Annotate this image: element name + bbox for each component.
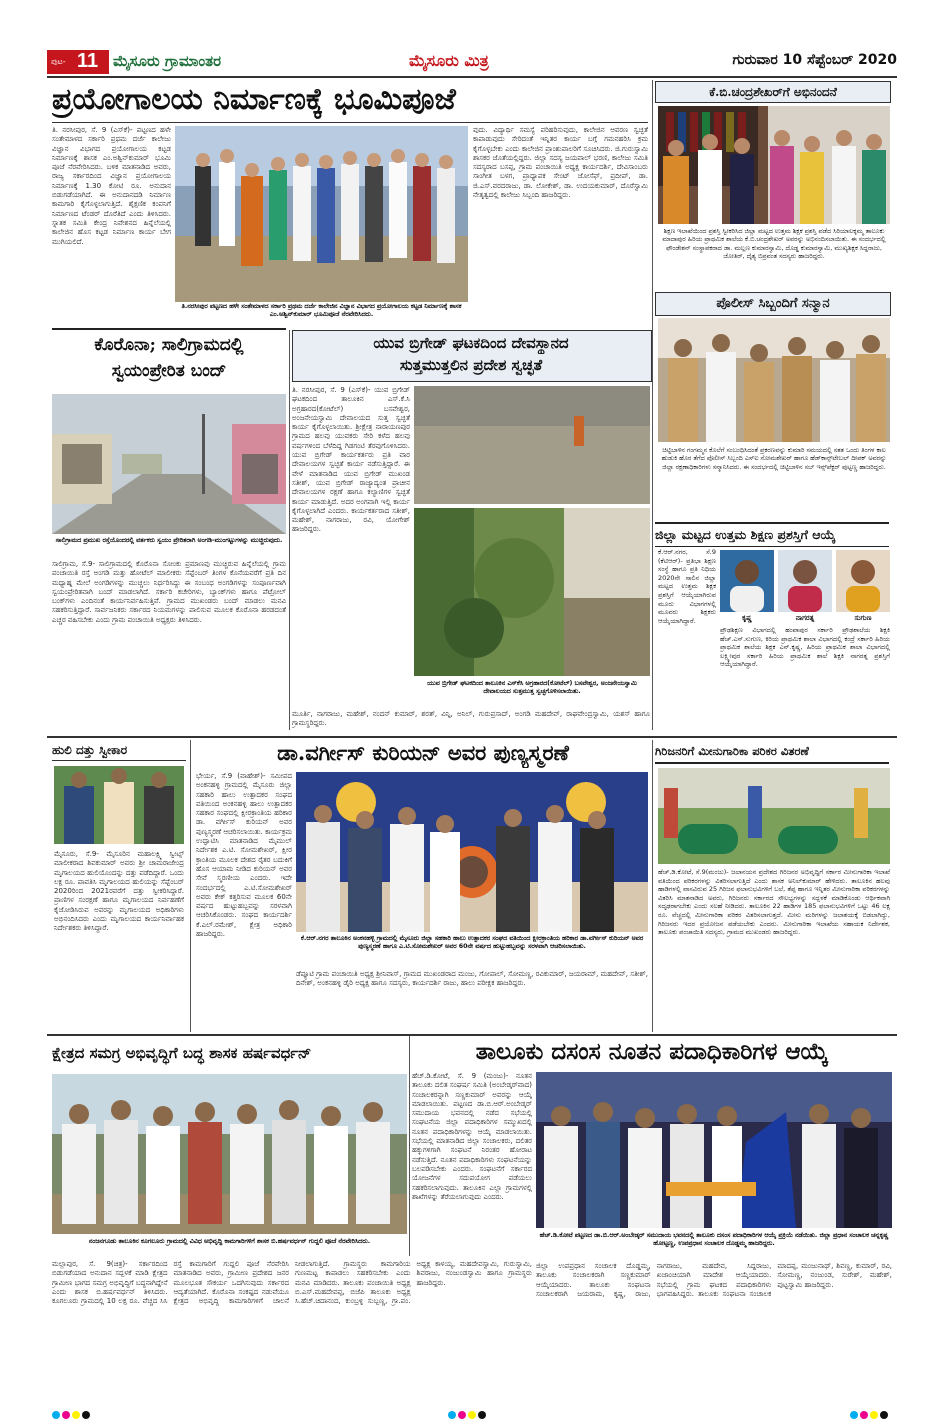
page-number: 11 (77, 50, 99, 72)
main-photo-caption: ತಿ.ನರಸೀಪುರ ಪಟ್ಟಣದ ಹಳೇ ಸಂತೇಮಾಳದ ಸರ್ಕಾರಿ ಪ್ರಥಮ ದರ್ಜೆ ಕಾಲೇಜಿನ ವಿಜ್ಞಾನ ವಿಭಾಗದ ಪ್ರಯೋಗಾಲಯ ಕಟ್ಟಡ ನಿರ್ಮಾಣಕ್ಕೆ ಶಾಸಕ ಎಂ.ಅಶ್ವಿನ್‌ಕುಮಾರ್ ಭೂಮಿಪೂಜೆ ನೆರವೇರಿಸಿದರು. (181, 303, 462, 319)
cleaned-area-photo (414, 386, 650, 504)
empty-street-photo (52, 394, 286, 534)
corona-photo (52, 394, 286, 534)
teacher-photo-3 (836, 550, 890, 612)
kurien-headline: ಡಾ.ವರ್ಗೀಸ್ ಕುರಿಯನ್ ಅವರ ಪುಣ್ಯಸ್ಮರಣೆ (277, 740, 569, 765)
corona-body: ಸಾಲಿಗ್ರಾಮ, ಸೆ.9- ಸಾಲಿಗ್ರಾಮದಲ್ಲಿ ಕೊರೊನಾ ಸೋಂಕು ಪ್ರಮಾಣವು ಮುಚ್ಚಿರುವ ಹಿನ್ನೆಲೆಯಲ್ಲಿ ಗ್ರಾಮ ಪಂಚಾಯಿತಿ ರಸ್ತೆ ಅಂಗಡಿ ಮತ್ತು ಹೋಟೆಲ್ ಮಾಲೀಕರು ಸೆಪ್ಟೆಂಬರ್ ತಿಂಗಳ ಕೊನೆಯವರೆಗೆ ಪ್ರತಿ ದಿನ ಮಧ್ಯಾಹ್ನ ಮೇಲೆ ಅಂಗಡಿಗಳನ್ನು ಮುಚ್ಚಲು ನಿರ್ಧರಿಸಿದ್ದು ಈ ಸಂಬಂಧ ಅಂಗಡಿಗಳನ್ನು ಸಂಪೂರ್ಣವಾಗಿ ಸ್ವಯಂಪ್ರೇರಿತವಾಗಿ ಬಂದ್ ಮಾಡಲಾಗಿದೆ. ಸರ್ಕಾರಿ ಕಚೇರಿಗಳು, ಬ್ಯಾಂಕ್‌ಗಳು ಹಾಗೂ ಪೆಟ್ರೋಲ್ ಬಂಕ್‌ಗಳು ಎಂದಿನಂತೆ ಕಾರ್ಯನಿರ್ವಹಿಸುತ್ತಿವೆ. ಗ್ರಾಮದ ಮುಖಂಡರು ಬಂದ್ ಮಾಡಲು ಮನವಿ ಸಹಕರಿಸುತ್ತಿದ್ದಾರೆ. ಸಾರ್ವಜನಿಕರು ಸರ್ಕಾರದ ನಿಯಮಗಳನ್ನು ಪಾಲಿಸುವ ಮೂಲಕ ಕೊರೊನಾ ಹರಡದಂತೆ ಎಚ್ಚರ ವಹಿಸಬೇಕು ಎಂದು ಗ್ರಾಮ ಪಂಚಾಯಿತಿ ಅಧ್ಯಕ್ಷರು ತಿಳಿಸಿದರು. (52, 560, 286, 624)
masthead-rule (47, 76, 897, 78)
yuva-caption: ಯುವ ಬ್ರಿಗೇಡ್ ಘಟಕದಿಂದ ತಾಲೂಕಿನ ಎಸ್‌ಕೆಸಿ ಅಗ್ರಹಾರದ(ಕೋಟೆಲ್) ಬಸವೇಶ್ವರ, ಅಂಜನೇಯಸ್ವಾಮಿ ದೇವಾಲಯದ ಸುತ್ತಮುತ್ತ ಸ್ವಚ್ಛಗೊಳಿಸಲಾಯಿತು. (427, 680, 637, 696)
teacher-portrait-icon (778, 550, 832, 612)
dasamsa-body: ಜಿಲ್ಲಾ ಉಪಪ್ರಧಾನ ಸಂಚಾಲಕ ದೊಡ್ಡಮ್ಮ, ತಾಲೂಕು ಸಂಚಾಲಕರಾಗಿ ಸಣ್ಣಕುಮಾರ್ ಆಯ್ಕೆಯಾದರು. ತಾಲೂಕು ಸಂಘಟನಾ ಸಂಚಾಲಕರಾಗಿ ಜಯರಾಮ, ಕೃಷ್ಣ, ರಾಜು, ನಾಗರಾಜು, ಮಹದೇವ, ಸಿದ್ದರಾಜು, ಖಜಾಂಚಿಯಾಗಿ ಮಾದೇಶ ಆಯ್ಕೆಯಾದರು. ಸಭೆಯಲ್ಲಿ ಗ್ರಾಮ ಘಟಕದ ಪದಾಧಿಕಾರಿಗಳು ಭಾಗವಹಿಸಿದ್ದರು. ತಾಲೂಕು ಸಂಘಟನಾ ಸಂಚಾಲಕ ಮಾದಪ್ಪ, ಮಂಜುನಾಥ್, ಶಿವಣ್ಣ, ಕುಮಾರ್, ರವಿ, ಸೋಮಣ್ಣ, ನಂಜುಂಡ, ಸುರೇಶ್, ಮಹೇಶ್, ಪುಟ್ಟಸ್ವಾಮಿ ಹಾಜರಿದ್ದರು. (536, 1262, 892, 1298)
magenta-dot-icon (62, 1411, 70, 1419)
col-sep-2 (652, 80, 653, 730)
teachers-headline: ಜಿಲ್ಲಾ ಮಟ್ಟದ ಉತ್ತಮ ಶಿಕ್ಷಣ ಪ್ರಶಸ್ತಿಗೆ ಆಯ್ಕೆ (655, 522, 889, 547)
police-headline: ಪೊಲೀಸ್ ಸಿಬ್ಬಂದಿಗೆ ಸನ್ಮಾನ (655, 292, 891, 316)
yuva-photo-1 (414, 386, 650, 504)
dasamsa-headline: ತಾಲೂಕು ದಸಂಸ ನೂತನ ಪದಾಧಿಕಾರಿಗಳ ಆಯ್ಕೆ (475, 1038, 829, 1065)
registration-marks-right (850, 1404, 890, 1423)
tiger-adoption-photo (54, 766, 184, 844)
foundation-stone-photo (52, 1074, 407, 1234)
kurien-foot: ಡೆಪ್ಯೂಟಿ ಗ್ರಾಮ ಪಂಚಾಯಿತಿ ಅಧ್ಯಕ್ಷ ಶ್ರೀನಿವಾಸ್, ಗ್ರಾಮದ ಮುಖಂಡರಾದ ಮಂಜು, ಗೋಪಾಲ್, ಸೋಮಣ್ಣ, ರವಿಕುಮಾರ್, ಜಯರಾಮ್, ಮಹದೇವ್, ಸತೀಶ್, ದಿನೇಶ್, ಅಂಕನಹಳ್ಳಿ ಡೈರಿ ಅಧ್ಯಕ್ಷ ಹಾಗೂ ಸದಸ್ಯರು, ಕಾರ್ಯದರ್ಶಿ ರಾಜು, ಹಾಲು ಪರೀಕ್ಷಕ ಹಾಜರಿದ್ದರು. (296, 970, 648, 988)
yuva-body: ತಿ. ನರಸೀಪುರ, ಸೆ. 9 (ಎಸ್‌ಕೆ)- ಯುವ ಬ್ರಿಗೇಡ್ ಘಟಕದಿಂದ ತಾಲೂಕಿನ ಎಸ್‌.ಕೆ.ಸಿ ಅಗ್ರಹಾರದ(ಕೋಟೆಲ್) ಬಸವೇಶ್ವರ, ಅಂಜನೇಯಸ್ವಾಮಿ ದೇವಾಲಯದ ಸುತ್ತ ಸ್ವಚ್ಛತೆ ಕಾರ್ಯ ಕೈಗೊಳ್ಳಲಾಯಿತು. ಶ್ರೀಕ್ಷೇತ್ರ ನಾರಾಯಣಪುರ ಗ್ರಾಮದ ಹಲವು ಯುವಕರು ಸೇರಿ ಕಳೆದ ಹಲವು ವರ್ಷಗಳಿಂದ ಬೆಳೆದಿದ್ದ ಗಿಡಗಂಟಿ ತೆರವುಗೊಳಿಸಿದರು. ಯುವ ಬ್ರಿಗೇಡ್ ಕಾರ್ಯಕರ್ತರು ಪ್ರತಿ ವಾರ ದೇವಾಲಯಗಳ ಸ್ವಚ್ಛತೆ ಕಾರ್ಯ ನಡೆಸುತ್ತಿದ್ದಾರೆ. ಈ ವೇಳೆ ಮಾತನಾಡಿದ ಯುವ ಬ್ರಿಗೇಡ್ ಮುಖಂಡ ಸತೀಶ್, ಯುವ ಬ್ರಿಗೇಡ್ ರಾಜ್ಯಾದ್ಯಂತ ಪ್ರಾಚೀನ ದೇವಾಲಯಗಳ ರಕ್ಷಣೆ ಹಾಗೂ ಕಲ್ಯಾಣಿಗಳ ಸ್ವಚ್ಛತೆ ಕಾರ್ಯ ಮಾಡುತ್ತಿದೆ. ಅದರ ಅಂಗವಾಗಿ ಇಲ್ಲಿ ಕಾರ್ಯ ಕೈಗೊಳ್ಳಲಾಗಿದೆ ಎಂದರು. ಕಾರ್ಯಕರ್ತರಾದ ಸತೀಶ್, ಮಹೇಶ್, ನಾಗರಾಜು, ರವಿ, ಯೋಗೇಶ್ ಹಾಜರಿದ್ದರು. (292, 386, 410, 534)
felicitation-photo (658, 106, 890, 224)
main-rule (52, 122, 648, 123)
registration-marks-left (52, 1404, 92, 1423)
cyan-dot-icon (52, 1411, 60, 1419)
dasamsa-intro: ಹೆಚ್.ಡಿ.ಕೋಟೆ, ಸೆ. 9 (ಮಂಜು)- ನೂತನ ತಾಲೂಕು ದಲಿತ ಸಂಘರ್ಷ ಸಮಿತಿ (ಅಂಬೇಡ್ಕರ್‌ವಾದ) ಸಂಚಾಲಕರನ್ನಾಗಿ ಸಣ್ಣಕುಮಾರ್ ಅವರನ್ನು ಆಯ್ಕೆ ಮಾಡಲಾಯಿತು. ಪಟ್ಟಣದ ಡಾ.ಬಿ.ಆರ್.ಅಂಬೇಡ್ಕರ್ ಸಮುದಾಯ ಭವನದಲ್ಲಿ ನಡೆದ ಸಭೆಯಲ್ಲಿ ಸಂಘಟನೆಯ ಜಿಲ್ಲಾ ಪದಾಧಿಕಾರಿಗಳ ಸಮ್ಮುಖದಲ್ಲಿ ನೂತನ ಪದಾಧಿಕಾರಿಗಳನ್ನು ಆಯ್ಕೆ ಮಾಡಲಾಯಿತು. ಸಭೆಯಲ್ಲಿ ಮಾತನಾಡಿದ ಜಿಲ್ಲಾ ಸಂಚಾಲಕರು, ದಲಿತರ ಹಕ್ಕುಗಳಿಗಾಗಿ ಸಂಘಟನೆ ನಿರಂತರ ಹೋರಾಟ ನಡೆಸುತ್ತಿದೆ. ನೂತನ ಪದಾಧಿಕಾರಿಗಳು ಸಂಘಟನೆಯನ್ನು ಬಲಪಡಿಸಬೇಕು ಎಂದರು. ಸಂಘಟನೆಗೆ ಸರ್ಕಾರದ ಯೋಜನೆಗಳ ಸದುಪಯೋಗ ಪಡೆಯಲು ಸಹಕರಿಸಲಾಗುವುದು. ತಾಲೂಕಿನ ಎಲ್ಲಾ ಗ್ರಾಮಗಳಲ್ಲಿ ಶಾಖೆಗಳನ್ನು ತೆರೆಯಲಾಗುವುದು ಎಂದರು. (412, 1072, 532, 1201)
yuva-photo-2 (414, 508, 650, 676)
fishing-kit-photo (658, 768, 890, 864)
page-number-badge (47, 50, 109, 74)
black-dot-icon (478, 1411, 486, 1419)
girijan-photo (658, 768, 890, 864)
teacher-portrait-icon (836, 550, 890, 612)
cyan-dot-icon (850, 1411, 858, 1419)
chandrashekar-caption: ಶಿಕ್ಷಣ ಇಲಾಖೆಯಿಂದ ಪ್ರಶಸ್ತಿ ಸ್ವೀಕರಿಸಿದ ಜಿಲ್ಲಾ ಮಟ್ಟದ ಉತ್ತಮ ಶಿಕ್ಷಕ ಪ್ರಶಸ್ತಿ ಪಡೆದ ಸಿರಿಯಾಲಕ್ಕಮ್ಮ ತಾಲೂಕು ಮಾದಾಪುರ ಹಿರಿಯ ಪ್ರಾಥಮಿಕ ಶಾಲೆಯ ಕೆ.ಬಿ.ಚಂದ್ರಶೇಖರ್ ಅವರನ್ನು ಅಭಿನಂದಿಸಲಾಯಿತು. ಈ ಸಂದರ್ಭದಲ್ಲಿ ಫೌಂಡೇಶನ್ ಸಂಸ್ಥಾಪಕರಾದ ಡಾ. ಮಲ್ಲಣ ಕುಮಾರಸ್ವಾಮಿ, ದೊಡ್ಡ ಕುಮಾರಸ್ವಾಮಿ, ಮುಖ್ಯಶಿಕ್ಷಕ ಸಿದ್ದರಾಜು, ಜೋತಿರ್, ದೈತ್ಯ ಬಿಪ್ರವಂತ ಸದಸ್ಯರು ಹಾಜರಿದ್ದರು. (662, 227, 886, 260)
teacher-name-1: ಕೃಷ್ಣ (742, 614, 752, 622)
black-dot-icon (82, 1411, 90, 1419)
page-prefix: ಪುಟ- (51, 57, 66, 66)
main-headline: ಪ್ರಯೋಗಾಲಯ ನಿರ್ಮಾಣಕ್ಕೆ ಭೂಮಿಪೂಜೆ (52, 82, 456, 117)
dasamsa-meeting-photo (536, 1072, 892, 1228)
registration-marks-center (448, 1404, 488, 1423)
dasamsa-caption: ಹೆಚ್.ಡಿ.ಕೋಟೆ ಪಟ್ಟಣದ ಡಾ.ಬಿ.ಆರ್.ಅಂಬೇಡ್ಕರ್ ಸಮುದಾಯ ಭವನದಲ್ಲಿ ತಾಲೂಕು ದಸಂಸ ಪದಾಧಿಕಾರಿಗಳ ಆಯ್ಕೆ ಪ್ರಕ್ರಿಯೆ ನಡೆಯಿತು. ಜಿಲ್ಲಾ ಪ್ರಧಾನ ಸಂಚಾಲಕ ಚನ್ನಕೃಷ್ಣ ಹೋಟ್ಟಣ್ಣ, ಉಪಪ್ರಧಾನ ಸಂಚಾಲಕ ದೊಡ್ಡಮ್ಮ ಹಾಜರಿದ್ದರು. (539, 1232, 889, 1248)
kurien-col1: ಭೇರ್ಯ, ಸೆ.9 (ವಾಹೇಶ್)- ಸಮೀಪದ ಅಂಕನಹಳ್ಳಿ ಗ್ರಾಮದಲ್ಲಿ ಮೈಸೂರು ಜಿಲ್ಲಾ ಸಹಕಾರಿ ಹಾಲು ಉತ್ಪಾದಕರ ಸಂಘದ ವತಿಯಿಂದ ಅಂಕನಹಳ್ಳಿ ಹಾಲು ಉತ್ಪಾದಕರ ಸಹಕಾರ ಸಂಘದಲ್ಲಿ ಕ್ಷೀರಕ್ರಾಂತಿಯ ಹರಿಕಾರ ಡಾ. ವರ್ಗೀಸ್ ಕುರಿಯನ್ ಅವರ ಪುಣ್ಯಸ್ಮರಣೆ ಆಚರಿಸಲಾಯಿತು. ಕಾರ್ಯಕ್ರಮ ಉದ್ಘಾಟಿಸಿ ಮಾತನಾಡಿದ ಮೈಮುಲ್ ನಿರ್ದೇಶಕ ಎ.ಟಿ. ಸೋಮಶೇಖರ್, ಕ್ಷೀರ ಕ್ರಾಂತಿಯ ಮೂಲಕ ದೇಶದ ರೈತರ ಬದುಕಿಗೆ ಹೊಸ ಆಯಾಮ ನೀಡಿದ ಕುರಿಯನ್ ಅವರ ಸೇವೆ ಸ್ಮರಣೀಯ ಎಂದರು. ಇದೇ ಸಂದರ್ಭದಲ್ಲಿ ಎ.ಟಿ.ಸೋಮಶೇಖರ್ ಅವರು ಕೇಕ್ ಕತ್ತರಿಸುವ ಮೂಲಕ 60ನೇ ವರ್ಷದ ಹುಟ್ಟುಹಬ್ಬವನ್ನು ಸರಳವಾಗಿ ಆಚರಿಸಿಕೊಂಡರು. ಸಂಘದ ಕಾರ್ಯದರ್ಶಿ ಕೆ.ಎಲ್.ರಮೇಶ್, ಕ್ಷೇತ್ರ ಅಧಿಕಾರಿ ಹಾಜರಿದ್ದರು. (196, 772, 292, 939)
section-title: ಮೈಸೂರು ಗ್ರಾಮಾಂತರ (113, 52, 222, 70)
date: ಗುರುವಾರ 10 ಸೆಪ್ಟೆಂಬರ್ 2020 (732, 52, 897, 68)
corona-topbar (52, 328, 286, 330)
col-sep-1 (289, 330, 290, 730)
teachers-intro: ಕೆ.ಆರ್.ನಗರ, ಸೆ.9 (ಕೆಟಿಆರ್)- ಪ್ರತಿಭಾ ಶಿಕ್ಷಣ ಸಂಸ್ಥೆ ಹಾಗೂ ಪ್ರತಿ ನಿಧಿಯ 2020ನೇ ಸಾಲಿನ ಜಿಲ್ಲಾ ಮಟ್ಟದ ಉತ್ತಮ ಶಿಕ್ಷಕ ಪ್ರಶಸ್ತಿಗೆ ಆಯ್ಕೆಯಾಗಿರುವ ಮೂರು ವಿಭಾಗಗಳಲ್ಲಿ ಮೂವರು ಶಿಕ್ಷಕರು ಆಯ್ಕೆಯಾಗಿದ್ದಾರೆ. (658, 548, 716, 625)
kshetra-headline: ಕ್ಷೇತ್ರದ ಸಮಗ್ರ ಅಭಿವೃದ್ಧಿಗೆ ಬದ್ಧ ಶಾಸಕ ಹರ್ಷವರ್ಧನ್ (52, 1044, 312, 1062)
col-sep-4 (652, 740, 653, 1032)
main-col2: ವುದು. ವಿದ್ಯಾರ್ಥಿ ಸಮಸ್ಯೆ ಪರಿಹರಿಸುವುದು, ಕಾಲೇಜಿನ ಆವರಣ ಸ್ವಚ್ಛತೆ ಕಾಪಾಡುವುದು ಸೇರಿದಂತೆ ಇನ್ನಿತರ ಕಾರ್ಯ ಬಗ್ಗೆ ಗಮನಹರಿಸಿ ಕ್ರಮ ಕೈಗೊಳ್ಳಬೇಕು ಎಂದು ಕಾಲೇಜಿನ ಪ್ರಾಂಶುಪಾಲರಿಗೆ ಸೂಚಿಸಿದರು. ಜಿ.ಗುರುಸ್ವಾಮಿ ಶಾಸಕರ ಜೊತೆಯಲ್ಲಿದ್ದರು. ಜಿಲ್ಲಾ ಸದಸ್ಯ ಜಯಪಾಲ್ ಭರಣಿ, ಕಾಲೇಜು ಸಮಿತಿ ಸದಸ್ಯರಾದ ಬಸಪ್ಪ, ಗ್ರಾಮ ಪಂಚಾಯಿತಿ ಅಧ್ಯಕ್ಷ ಕಾರ್ಯದರ್ಶಿ, ದೇವಿಸಾಂಬರು ಸಾಂಗೀತ ಬಳಗ, ಪ್ರಾಧ್ಯಾಪಕ ಸೇಂಟ್ ಜೋಸೆಫ್, ಪ್ರದೀಪ್, ಡಾ. ಜಿ.ಎಸ್.ವರದರಾಜು, ಡಾ. ಲೋಕೇಶ್, ಡಾ. ಉದಯಕುಮಾರ್, ದೊರೆಸ್ವಾಮಿ ನೇತೃತ್ವದಲ್ಲಿ ಕಾಲೇಜು ಸಿಬ್ಬಂದಿ ಹಾಜರಿದ್ದರು. (473, 126, 648, 200)
yuva-foot: ಮೂರ್ತಿ, ನಾಗರಾಜು, ಮಹೇಶ್, ನಂದನ್ ಕುಮಾರ್, ಶರತ್, ವಿನ್ನಿ, ಅನಿಲ್, ಗುರುಪ್ರಸಾದ್, ಅಂಗಡಿ ಮಹದೇವ್, ರಾಘವೇಂದ್ರಸ್ವಾಮಿ, ಯಶಸ್ ಹಾಗೂ ಗ್ರಾಮಸ್ಥರಿದ್ದರು. (292, 710, 650, 728)
corona-headline-1: ಕೊರೊನಾ; ಸಾಲಿಗ್ರಾಮದಲ್ಲಿ (94, 335, 244, 355)
kurien-photo (296, 772, 648, 932)
cyan-dot-icon (448, 1411, 456, 1419)
kurien-caption: ಕೆ.ಆರ್.ನಗರ ತಾಲೂಕಿನ ಅಂಕನಹಳ್ಳಿ ಗ್ರಾಮದಲ್ಲಿ ಮೈಸೂರು ಜಿಲ್ಲಾ ಸಹಕಾರಿ ಹಾಲು ಉತ್ಪಾದಕರ ಸಂಘದ ವತಿಯಿಂದ ಕ್ಷೀರಕ್ರಾಂತಿಯ ಹರಿಕಾರ ಡಾ.ವರ್ಗೀಸ್ ಕುರಿಯನ್ ಅವರ ಪುಣ್ಯಸ್ಮರಣೆ ಹಾಗೂ ಎ.ಟಿ.ಸೋಮಶೇಖರ್ ಅವರ 60ನೇ ವರ್ಷದ ಹುಟ್ಟುಹಬ್ಬವನ್ನು ಸರಳವಾಗಿ ಆಚರಿಸಲಾಯಿತು. (300, 935, 644, 951)
teacher-photo-2 (778, 550, 832, 612)
main-photo (175, 126, 468, 302)
huli-headline: ಹುಲಿ ದತ್ತು ಸ್ವೀಕಾರ (52, 740, 186, 761)
teacher-name-2: ನಾಗರತ್ನ (795, 614, 815, 622)
col-sep-5 (409, 1036, 410, 1256)
yellow-dot-icon (72, 1411, 80, 1419)
groundbreaking-photo (175, 126, 468, 302)
overgrown-area-photo (414, 508, 650, 676)
col-sep-3 (190, 740, 191, 1032)
chandrashekar-headline: ಕೆ.ಬಿ.ಚಂದ್ರಶೇಖರ್‌ಗೆ ಅಭಿನಂದನೆ (655, 81, 891, 103)
kshetra-photo (52, 1074, 407, 1234)
yuva-headline-1: ಯುವ ಬ್ರಿಗೇಡ್ ಘಟಕದಿಂದ ದೇವಸ್ಥಾನದ (373, 334, 569, 352)
girijan-body: ಹೆಚ್.ಡಿ.ಕೋಟೆ, ಸೆ.9(ಮಂಜು)- ಜಲಾನಯನ ಪ್ರದೇಶದ ಗಿರಿಜನರ ಅಭಿವೃದ್ಧಿಗೆ ಸರ್ಕಾರ ಮೀನುಗಾರಿಕಾ ಇಲಾಖೆ ವತಿಯಿಂದ ಪರಿಕರಗಳನ್ನು ವಿತರಿಸಲಾಗುತ್ತಿದೆ ಎಂದು ಶಾಸಕ ಅನಿಲ್‌ಕುಮಾರ್ ಹೇಳಿದರು. ತಾಲೂಕಿನ ಹಲವು ಹಾಡಿಗಳಲ್ಲಿ ವಾಸವಿರುವ 25 ಗಿರಿಜನ ಫಲಾನುಭವಿಗಳಿಗೆ ಬಲೆ, ತೆಪ್ಪ ಹಾಗೂ ಇನ್ನಿತರ ಮೀನುಗಾರಿಕಾ ಪರಿಕರಗಳನ್ನು ವಿತರಿಸಿ ಮಾತನಾಡಿದ ಅವರು, ಗಿರಿಜನರು ಸರ್ಕಾರದ ಸೌಲಭ್ಯಗಳನ್ನು ಸದ್ಬಳಕೆ ಮಾಡಿಕೊಂಡು ಆರ್ಥಿಕವಾಗಿ ಸದೃಢರಾಗಬೇಕು ಎಂದು ಸಲಹೆ ನೀಡಿದರು. ತಾಲೂಕಿನ 22 ಹಾಡಿಗಳ 185 ಫಲಾನುಭವಿಗಳಿಗೆ ಒಟ್ಟು 46 ಲಕ್ಷ ರೂ. ವೆಚ್ಚದಲ್ಲಿ ಮೀನುಗಾರಿಕಾ ಪರಿಕರ ವಿತರಿಸಲಾಗುತ್ತದೆ. ಮೀನು ಮರಿಗಳನ್ನು ಜಲಾಶಯಕ್ಕೆ ಬಿಡಲಾಗಿದ್ದು, ಗಿರಿಜನರು ಇದರ ಪ್ರಯೋಜನ ಪಡೆಯಬೇಕು ಎಂದರು. ಮೀನುಗಾರಿಕಾ ಇಲಾಖೆಯ ಸಹಾಯಕ ನಿರ್ದೇಶಕ, ತಾಲೂಕು ಪಂಚಾಯಿತಿ ಸದಸ್ಯರು, ಗ್ರಾಮದ ಮುಖಂಡರು ಹಾಜರಿದ್ದರು. (658, 868, 890, 937)
police-photo (658, 318, 890, 442)
yuva-headline-2: ಸುತ್ತಮುತ್ತಲಿನ ಪ್ರದೇಶ ಸ್ವಚ್ಛತೆ (399, 356, 543, 374)
yellow-dot-icon (468, 1411, 476, 1419)
remembrance-photo (296, 772, 648, 932)
police-felicitation-photo (658, 318, 890, 442)
teacher-photo-1 (720, 550, 774, 612)
girijan-headline: ಗಿರಿಜನರಿಗೆ ಮೀನುಗಾರಿಕಾ ಪರಿಕರ ವಿತರಣೆ (655, 740, 889, 764)
corona-caption: ಸಾಲಿಗ್ರಾಮದ ಪ್ರಮುಖ ರಸ್ತೆಯೊಂದರಲ್ಲಿ ವರ್ತಕರು ಸ್ವಯಂ ಪ್ರೇರಿತರಾಗಿ ಅಂಗಡಿ-ಮುಂಗಟ್ಟುಗಳನ್ನು ಮುಚ್ಚಿರುವುದು. (55, 537, 283, 544)
black-dot-icon (880, 1411, 888, 1419)
masthead (47, 50, 897, 74)
paper-name: ಮೈಸೂರು ಮಿತ್ರ (409, 51, 489, 70)
huli-body: ಮೈಸೂರು, ಸೆ.9- ಮೈಸೂರಿನ ಮಹಾಲಕ್ಷ್ಮಿ ಸ್ವೀಟ್ಸ್ ಮಾಲೀಕರಾದ ಶಿವಕುಮಾರ್ ಅವರು ಶ್ರೀ ಚಾಮರಾಜೇಂದ್ರ ಮೃಗಾಲಯದ ಹುಲಿಯೊಂದನ್ನು ದತ್ತು ಪಡೆದಿದ್ದಾರೆ. ಒಂದು ಲಕ್ಷ ರೂ. ಪಾವತಿಸಿ ಮೃಗಾಲಯದ ಹುಲಿಯನ್ನು ಸೆಪ್ಟೆಂಬರ್ 2020ರಿಂದ 2021ರವರೆಗೆ ದತ್ತು ಸ್ವೀಕರಿಸಿದ್ದಾರೆ. ಪ್ರಾಣಿಗಳ ಸಂರಕ್ಷಣೆ ಹಾಗೂ ಮೃಗಾಲಯದ ನಿರ್ವಹಣೆಗೆ ಕೈಜೋಡಿಸಿರುವ ಅವರನ್ನು ಮೃಗಾಲಯದ ಅಧಿಕಾರಿಗಳು ಅಭಿನಂದಿಸಿದರು ಎಂದು ಮೃಗಾಲಯದ ಕಾರ್ಯನಿರ್ವಾಹಕ ನಿರ್ದೇಶಕರು ತಿಳಿಸಿದ್ದಾರೆ. (54, 850, 184, 933)
main-col1: ತಿ. ನರಸೀಪುರ, ಸೆ. 9 (ಎಸ್‌ಕೆ)- ಪಟ್ಟಣದ ಹಳೇ ಸಂತೇಮಾಳದ ಸರ್ಕಾರಿ ಪ್ರಥಮ ದರ್ಜೆ ಕಾಲೇಜು ವಿಜ್ಞಾನ ವಿಭಾಗದ ಪ್ರಯೋಗಾಲಯ ಕಟ್ಟಡ ನಿರ್ಮಾಣಕ್ಕೆ ಶಾಸಕ ಎಂ.ಅಶ್ವಿನ್‌ಕುಮಾರ್ ಭೂಮಿ ಪೂಜೆ ನೆರವೇರಿಸಿದರು. ಬಳಿಕ ಮಾತನಾಡಿದ ಅವರು, ರಾಜ್ಯ ಸರ್ಕಾರದಿಂದ ವಿಜ್ಞಾನ ಪ್ರಯೋಗಾಲಯ ನಿರ್ಮಾಣಕ್ಕೆ 1.30 ಕೋಟಿ ರೂ. ಅನುದಾನ ಬಿಡುಗಡೆಯಾಗಿದೆ. ಈ ಅನುದಾನದಡಿ ನಿರ್ಮಾಣ ಕಾಮಗಾರಿ ಕೈಗೊಳ್ಳಲಾಗುತ್ತಿದೆ. ಶೈಕ್ಷಣಿಕ ಕಂಪನಿಗೆ ನಿರ್ಮಾಣದ ಟೆಂಡರ್ ದೊರೆತಿದೆ ಎಂದು ತಿಳಿಸಿದರು. ಸ್ನಾತಕ ಸಮಿತಿ ಕೇಂದ್ರ ನಿವೇಶನದ ಹಿನ್ನೆಲೆಯಲ್ಲಿ ಕಾಲೇಜಿನ ಹೊಸ ಕಟ್ಟಡ ನಿರ್ಮಾಣ ಕಾರ್ಯ ಬೇಗ ಮುಗಿಯಲಿದೆ. (52, 126, 171, 246)
kshetra-body: ಮಲ್ಲಾಪುರ, ಸೆ. 9(ಚಿತ್ರ)- ಸರ್ಕಾರದಿಂದ ಬಿಡುಗಡೆಯಾದ ಅನುದಾನ ಸದ್ಬಳಕೆ ಮಾಡಿ ಕ್ಷೇತ್ರದ ಗ್ರಾಮೀಣ ಭಾಗದ ಸಮಗ್ರ ಅಭಿವೃದ್ಧಿಗೆ ಬದ್ಧನಾಗಿದ್ದೇನೆ ಎಂದು ಶಾಸಕ ಬಿ.ಹರ್ಷವರ್ಧನ್ ತಿಳಿಸಿದರು. ಕೂಗಲೂರು ಗ್ರಾಮದಲ್ಲಿ 10 ಲಕ್ಷ ರೂ. ವೆಚ್ಚದ ಸಿಸಿ ರಸ್ತೆ ಕಾಮಗಾರಿಗೆ ಗುದ್ದಲಿ ಪೂಜೆ ನೆರವೇರಿಸಿ ಮಾತನಾಡಿದ ಅವರು, ಗ್ರಾಮೀಣ ಪ್ರದೇಶದ ಜನರ ಮೂಲಭೂತ ಸೌಕರ್ಯ ಒದಗಿಸುವುದು ಸರ್ಕಾರದ ಆದ್ಯತೆಯಾಗಿದೆ. ಕೊರೊನಾ ಸಂಕಷ್ಟದ ನಡುವೆಯೂ ಕ್ಷೇತ್ರದ ಅಭಿವೃದ್ಧಿ ಕಾಮಗಾರಿಗಳಿಗೆ ಚಾಲನೆ ನೀಡಲಾಗುತ್ತಿದೆ. ಗ್ರಾಮಸ್ಥರು ಕಾಮಗಾರಿಯ ಗುಣಮಟ್ಟ ಕಾಪಾಡಲು ಸಹಕರಿಸಬೇಕು ಎಂದು ಮನವಿ ಮಾಡಿದರು. ತಾಲೂಕು ಪಂಚಾಯಿತಿ ಅಧ್ಯಕ್ಷ ಬಿ.ಎಸ್.ಮಹದೇವಪ್ಪ, ಬಿಜೆಪಿ ತಾಲೂಕು ಅಧ್ಯಕ್ಷ ಸಿ.ಹೆಚ್.ಚಿದಾನಂದ, ಕುಂಬ್ರಳ್ಳಿ ಸುಬ್ಬಣ್ಣ, ಗ್ರಾ.ಪಂ. ಅಧ್ಯಕ್ಷ ಕಾಳಯ್ಯ, ಮಹದೇವಸ್ವಾಮಿ, ಗುರುಸ್ವಾಮಿ, ಶಿವರಾಜು, ನಂಜುಂಡಸ್ವಾಮಿ ಹಾಗೂ ಗ್ರಾಮಸ್ಥರು ಹಾಜರಿದ್ದರು. (52, 1260, 532, 1306)
teacher-portrait-icon (720, 550, 774, 612)
yellow-dot-icon (870, 1411, 878, 1419)
police-caption: ಚಿಟ್ಟಿಬಾಳಿನ ಗಂಗಮ್ಮನ ಕೊಲೆಗೆ ಸಂಬಂಧಿಸಿದಂತೆ ಪ್ರಕರಣವನ್ನು ಕುಮಾರಿ ಸಮಯದಲ್ಲಿ ಸತತ ಒಂದು ತಿಂಗಳ ಕಾಲ ಹುಡುಕಿ ಹೊರ ತೆಗೆದ ಪೊಲೀಸ್ ಸಿಬ್ಬಂದಿ ಎಸ್‌ಐ ಸೋಮಶೇಖರ್ ಹಾಗೂ ಹೆಡ್‌ಕಾನ್ಸ್‌ಟೇಬಲ್ ದೀಪಕ್ ಅವರನ್ನು ಜಿಲ್ಲಾ ರಕ್ಷಣಾಧಿಕಾರಿಗಳು ಸನ್ಮಾನಿಸಿದರು. ಈ ಸಂದರ್ಭದಲ್ಲಿ ಚಿಟ್ಟಿಬಾಳಿನ ಸಬ್ ಇನ್ಸ್‌ಪೆಕ್ಟರ್ ಪುಟ್ಟಣ್ಣ ಹಾಜರಿದ್ದರು. (661, 446, 887, 471)
magenta-dot-icon (860, 1411, 868, 1419)
teacher-name-3: ಸುಗುಣ (854, 614, 872, 622)
kshetra-caption: ನಂಜನಗೂಡು ತಾಲೂಕಿನ ಕೂಗಲೂರು ಗ್ರಾಮದಲ್ಲಿ ವಿವಿಧ ಅಭಿವೃದ್ಧಿ ಕಾಮಗಾರಿಗಳಿಗೆ ಶಾಸಕ ಬಿ.ಹರ್ಷವರ್ಧನ್ ಗುದ್ದಲಿ ಪೂಜೆ ನೆರವೇರಿಸಿದರು. (88, 1238, 371, 1245)
huli-photo (54, 766, 184, 844)
teachers-body: ಪ್ರೌಢಶಿಕ್ಷಣ ವಿಭಾಗದಲ್ಲಿ ಹಂಪಾಪುರ ಸರ್ಕಾರಿ ಪ್ರೌಢಶಾಲೆಯ ಶಿಕ್ಷಕಿ ಹೆಚ್.ಎಸ್.ಸುಗುಣ, ಕಿರಿಯ ಪ್ರಾಥಮಿಕ ಶಾಲಾ ವಿಭಾಗದಲ್ಲಿ ಕಂದ್ರೆ ಸರ್ಕಾರಿ ಹಿರಿಯ ಪ್ರಾಥಮಿಕ ಶಾಲೆಯ ಶಿಕ್ಷಕ ಎನ್.ಕೃಷ್ಣ, ಹಿರಿಯ ಪ್ರಾಥಮಿಕ ಶಾಲಾ ವಿಭಾಗದಲ್ಲಿ ಲಕ್ಷ್ಮೀಪುರ ಸರ್ಕಾರಿ ಹಿರಿಯ ಪ್ರಾಥಮಿಕ ಶಾಲೆ ಶಿಕ್ಷಕಿ ನಾಗರತ್ನ ಪ್ರಶಸ್ತಿಗೆ ಆಯ್ಕೆಯಾಗಿದ್ದಾರೆ. (720, 626, 890, 669)
corona-headline-2: ಸ್ವಯಂಪ್ರೇರಿತ ಬಂದ್ (111, 361, 227, 381)
dasamsa-photo (536, 1072, 892, 1228)
chandrashekar-photo (658, 106, 890, 224)
magenta-dot-icon (458, 1411, 466, 1419)
